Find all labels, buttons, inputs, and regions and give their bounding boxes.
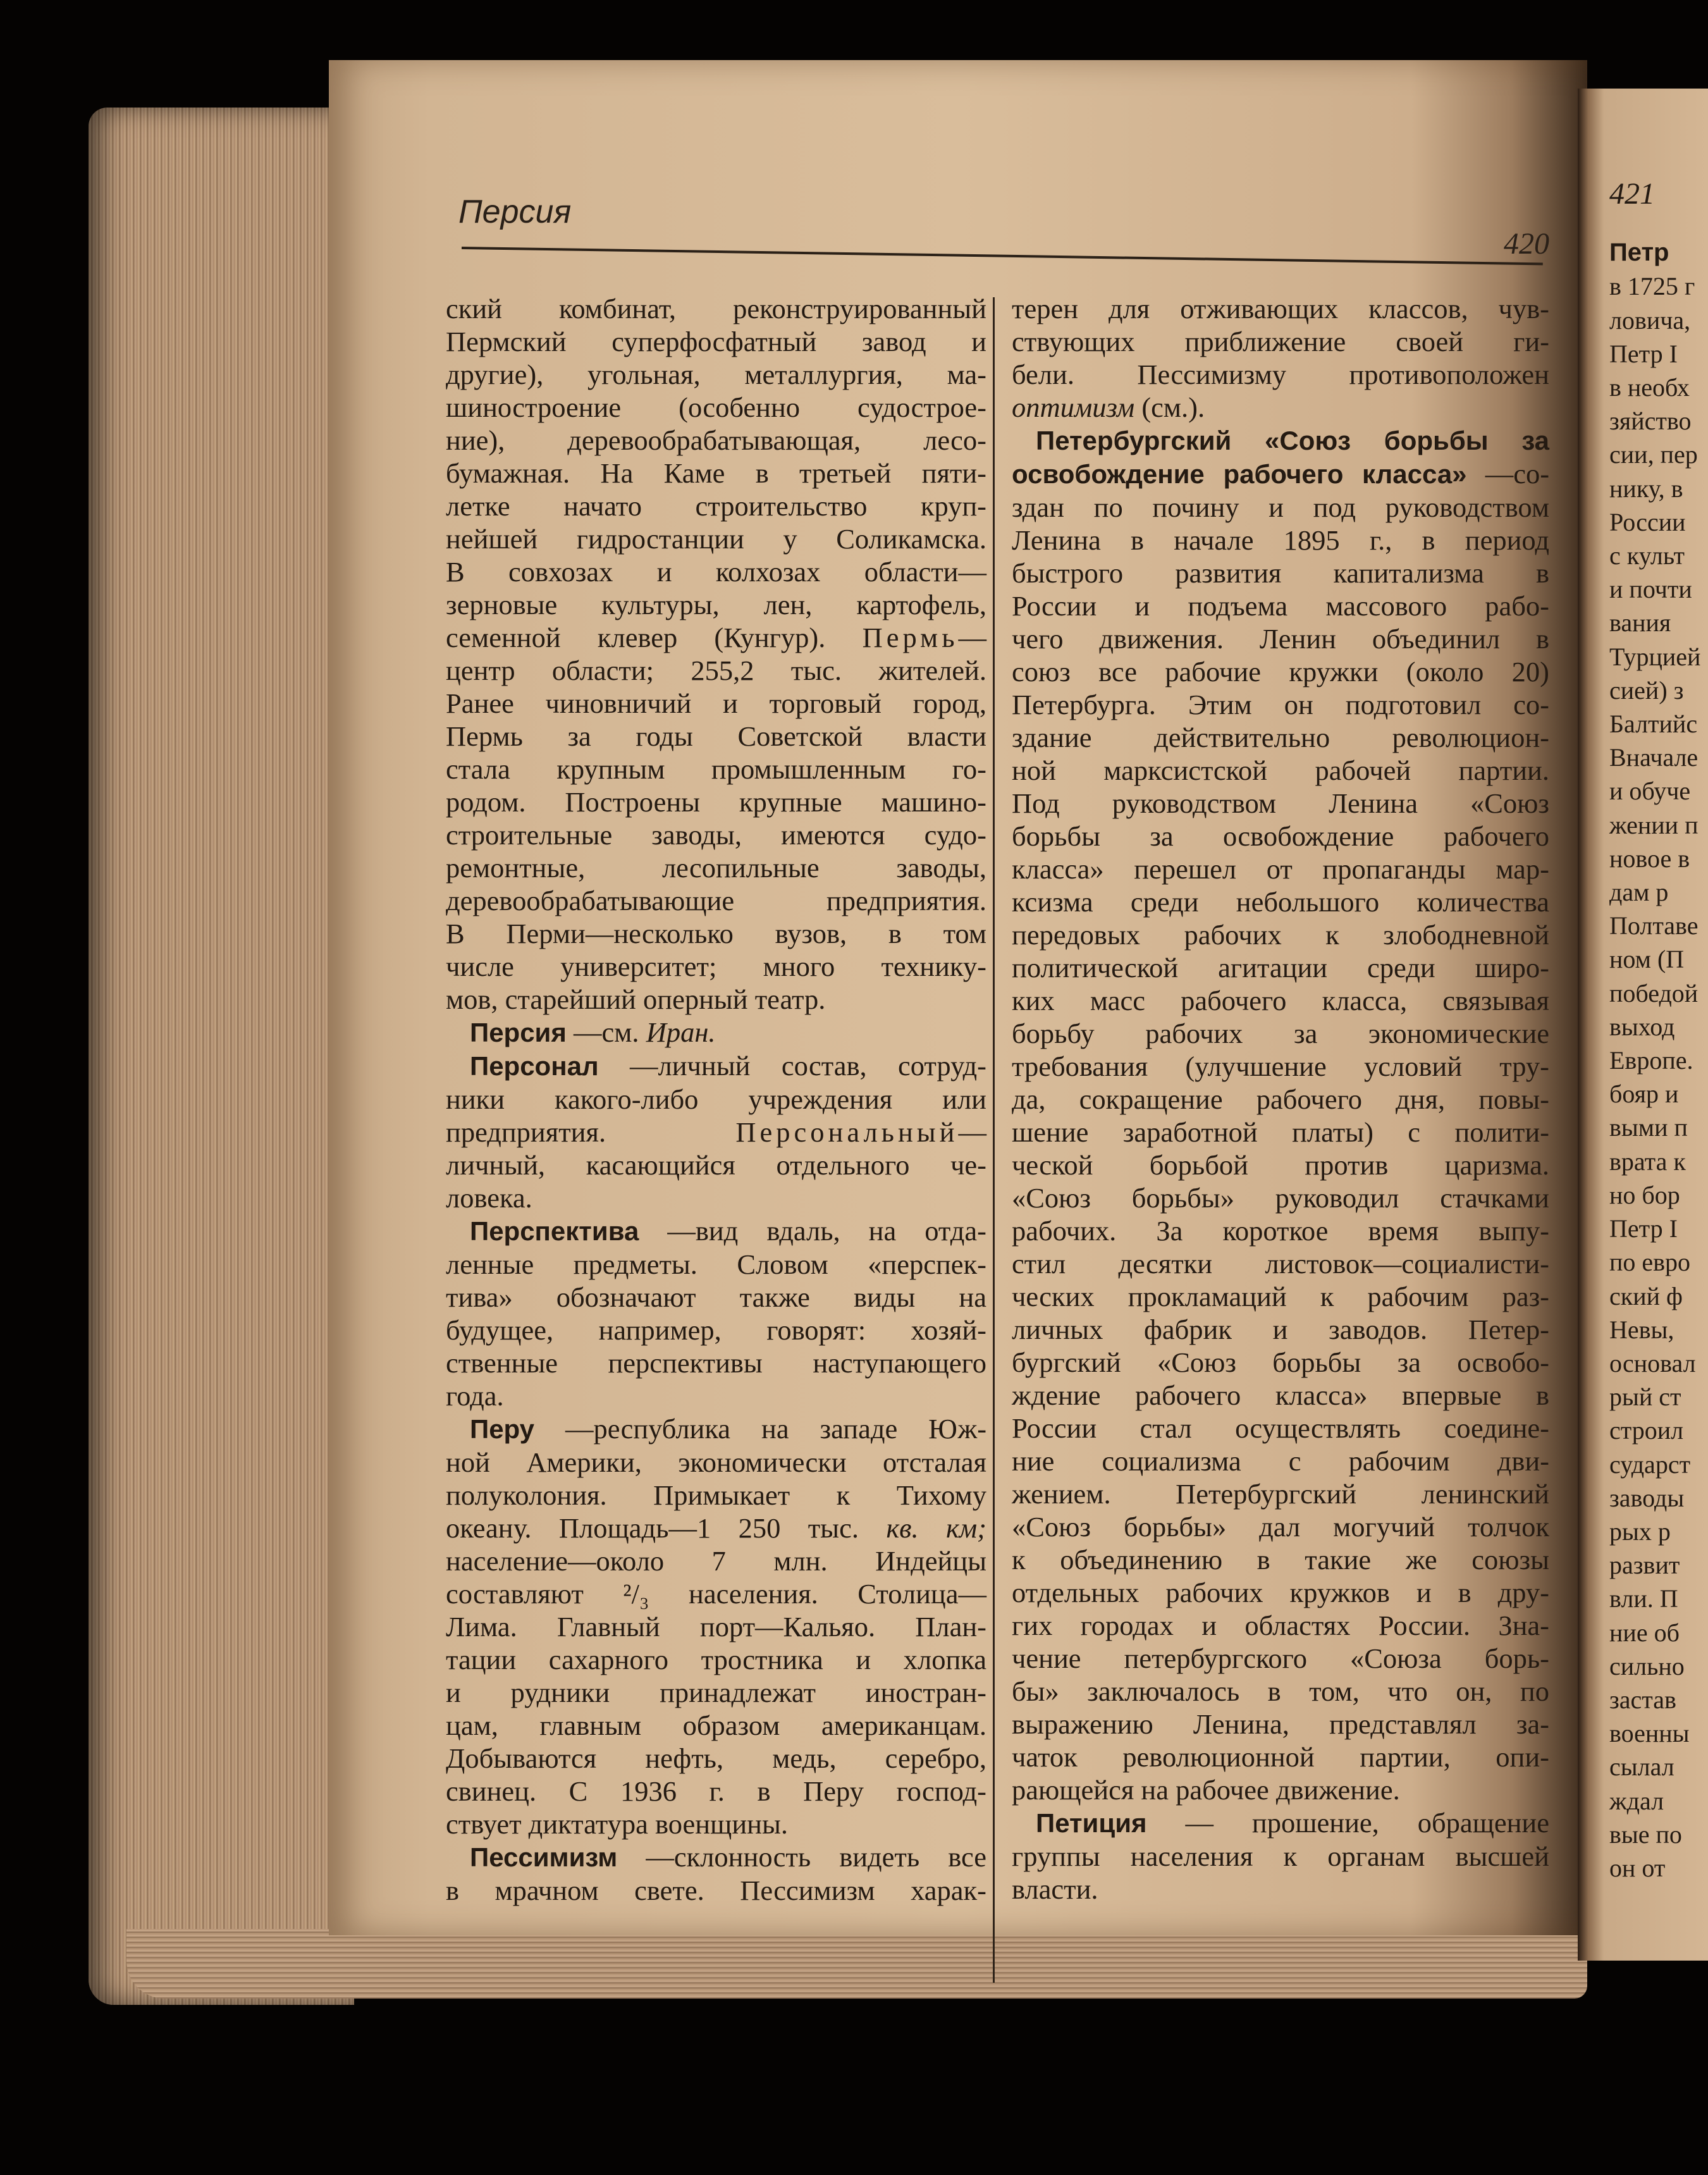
entry-headword: Персия [470, 1018, 567, 1047]
text-line: предприятия. Персональный— [446, 1116, 986, 1148]
text-line: зерновые культуры, лен, картофель, [446, 589, 986, 620]
text-line: борьбу рабочих за экономические [1012, 1018, 1549, 1049]
text-line: и обуче [1609, 777, 1691, 806]
text-line: зяйство [1609, 407, 1692, 436]
text-line: группы населения к органам высшей [1012, 1840, 1549, 1872]
text-line: «Союз борьбы» руководил стачками [1012, 1182, 1549, 1214]
text-line: Вначале [1609, 743, 1699, 772]
text-line: ной марксистской рабочей партии. [1012, 755, 1549, 786]
next-page-number: 421 [1609, 177, 1655, 211]
text-line: здание действительно революцион- [1012, 722, 1549, 753]
text-line: будущее, например, говорят: хозяй- [446, 1314, 986, 1346]
text-line: личных фабрик и заводов. Петер- [1012, 1314, 1549, 1345]
text-line: Петр I [1609, 1214, 1678, 1243]
text-line: Под руководством Ленина «Союз [1012, 787, 1549, 819]
text-line: жении п [1609, 810, 1699, 839]
text-line: борьбы за освобождение рабочего [1012, 820, 1549, 852]
text-line: но бор [1609, 1180, 1680, 1209]
text-line: ский ф [1609, 1281, 1683, 1310]
text-line: ники какого-либо учреждения или [446, 1083, 986, 1115]
book-page-edges-bottom [126, 1929, 1587, 1999]
text-line: тации сахарного тростника и хлопка [446, 1644, 986, 1675]
text-line: летке начато строительство круп- [446, 490, 986, 522]
text-line: оптимизм (см.). [1012, 391, 1205, 423]
text-line: сией) з [1609, 675, 1684, 705]
text-line: новое в [1609, 844, 1690, 873]
entry-headword: Пессимизм [470, 1842, 618, 1872]
text-line: гих городах и областях России. Зна- [1012, 1610, 1549, 1641]
left-text-column [446, 292, 986, 1907]
text-line: сильно [1609, 1651, 1685, 1680]
entry-headword: освобождение рабочего класса» [1012, 459, 1467, 489]
text-line: ловека. [446, 1182, 532, 1214]
text-line: здан по почину и под руководством [1012, 491, 1549, 523]
text-line: ческих прокламаций к рабочим раз- [1012, 1281, 1549, 1312]
text-line: сылал [1609, 1753, 1674, 1782]
text-line: России и подъема массового рабо- [1012, 590, 1549, 622]
text-line: власти. [1012, 1873, 1098, 1905]
entry-headword: Перу [470, 1414, 535, 1444]
text-line: терен для отживающих классов, чув- [1012, 293, 1549, 324]
text-line: ловича, [1609, 305, 1691, 335]
text-line: Ленина в начале 1895 г., в период [1012, 524, 1549, 556]
text-line: В совхозах и колхозах области— [446, 556, 986, 588]
text-line: да, сокращение рабочего дня, повы- [1012, 1083, 1549, 1115]
text-line: Турцией [1609, 642, 1701, 671]
text-line: России стал осуществлять соедине- [1012, 1412, 1549, 1444]
text-line: жением. Петербургский ленинский [1012, 1478, 1549, 1510]
text-line: строительные заводы, имеются судо- [446, 819, 986, 851]
text-line: стил десятки листовок—социалисти- [1012, 1248, 1549, 1279]
text-line: строил [1609, 1416, 1684, 1445]
text-line: другие), угольная, металлургия, ма- [446, 359, 986, 390]
text-line: вые по [1609, 1820, 1682, 1849]
text-line: Петиция — прошение, обращение [1036, 1807, 1549, 1839]
text-line: «Союз борьбы» дал могучий толчок [1012, 1511, 1549, 1543]
text-line: союз все рабочие кружки (около 20) [1012, 656, 1549, 687]
text-line: класса» перешел от пропаганды мар- [1012, 853, 1549, 885]
text-line: родом. Построены крупные машино- [446, 786, 986, 818]
text-line: вания [1609, 608, 1671, 638]
text-line: шение заработной платы) с полити- [1012, 1116, 1549, 1148]
text-line: нику, в [1609, 474, 1683, 503]
text-line: бели. Пессимизму противоположен [1012, 359, 1549, 390]
text-line: Перу —республика на западе Юж- [470, 1413, 987, 1445]
text-line: население—около 7 млн. Индейцы [446, 1545, 986, 1577]
text-line: составляют ²/₃ населения. Столица— [446, 1578, 986, 1610]
text-line: Добываются нефть, медь, серебро, [446, 1742, 986, 1774]
text-line: ном (П [1609, 945, 1685, 974]
text-line: ленные предметы. Словом «перспек- [446, 1248, 986, 1280]
text-line [1012, 424, 1549, 457]
text-line: Персонал —личный состав, сотруд- [470, 1050, 986, 1081]
text-line: сии, пер [1609, 440, 1698, 469]
page-number: 420 [1504, 227, 1549, 261]
text-line: выми п [1609, 1113, 1688, 1142]
text-line: бы» заключалось в том, что он, по [1012, 1675, 1549, 1707]
text-line: ние), деревообрабатывающая, лесо- [446, 424, 986, 456]
text-line: бумажная. На Каме в третьей пяти- [446, 457, 986, 489]
text-line: числе университет; много технику- [446, 951, 986, 982]
text-line: рабочих. За короткое время выпу- [1012, 1215, 1549, 1247]
entry-headword: Перспектива [470, 1216, 639, 1246]
text-line: вли. П [1609, 1584, 1678, 1613]
text-line: Петербурга. Этим он подготовил со- [1012, 689, 1549, 720]
text-line: ческой борьбой против царизма. [1012, 1149, 1549, 1181]
text-line: центр области; 255,2 тыс. жителей. [446, 655, 986, 686]
text-line: ние об [1609, 1618, 1680, 1647]
text-line: ксизма среди небольшого количества [1012, 886, 1549, 918]
text-line: полуколония. Примыкает к Тихому [446, 1479, 986, 1511]
text-line: личный, касающийся отдельного че- [446, 1149, 986, 1181]
running-head: Персия [458, 194, 572, 230]
text-line: ствующих приближение своей ги- [1012, 326, 1549, 357]
text-line: Пессимизм —склонность видеть все [470, 1841, 986, 1873]
text-line: отдельных рабочих кружков и в дру- [1012, 1577, 1549, 1608]
text-line: ствует диктатура военщины. [446, 1808, 788, 1840]
text-line: и почти [1609, 575, 1692, 604]
text-line: ремонтные, лесопильные заводы, [446, 852, 986, 884]
text-line: военны [1609, 1719, 1690, 1748]
text-line: года. [446, 1380, 504, 1412]
text-line: застав [1609, 1685, 1676, 1714]
text-line: Перспектива —вид вдаль, на отда- [470, 1215, 986, 1247]
entry-headword: Петербургский «Союз борьбы за [1036, 426, 1549, 455]
text-line: в мрачном свете. Пессимизм харак- [446, 1875, 986, 1906]
middle-text-column [1012, 292, 1549, 1906]
text-line: ной Америки, экономически отсталая [446, 1446, 986, 1478]
text-line: передовых рабочих к злободневной [1012, 919, 1549, 951]
text-line: стала крупным промышленным го- [446, 753, 986, 785]
text-line: требования (улучшение условий тру- [1012, 1051, 1549, 1082]
text-line: свинец. С 1936 г. в Перу господ- [446, 1775, 986, 1807]
text-line: политической агитации среди широ- [1012, 952, 1549, 983]
text-line: ких масс рабочего класса, связывая [1012, 985, 1549, 1016]
text-line: ждал [1609, 1786, 1664, 1815]
text-line: цам, главным образом американцам. [446, 1710, 986, 1741]
text-line: бургский «Союз борьбы за освобо- [1012, 1346, 1549, 1378]
text-line: Ранее чиновничий и торговый город, [446, 687, 986, 719]
text-line: шиностроение (особенно судострое- [446, 391, 986, 423]
text-line: тива» обозначают также виды на [446, 1281, 986, 1313]
text-line: освобождение рабочего класса» —со- [1012, 458, 1550, 490]
text-line: заводы [1609, 1483, 1685, 1512]
text-line: ждение рабочего класса» впервые в [1012, 1379, 1549, 1411]
text-line: Персия —см. Иран. [470, 1016, 716, 1048]
text-line: рающейся на рабочее движение. [1012, 1774, 1400, 1806]
text-line: Невы, [1609, 1315, 1674, 1344]
text-line: деревообрабатывающие предприятия. [446, 885, 986, 916]
right-page-partial-column [1609, 177, 1708, 1885]
text-line: быстрого развития капитализма в [1012, 557, 1549, 589]
text-line: развит [1609, 1551, 1680, 1580]
column-divider [993, 297, 995, 1983]
text-line: чего движения. Ленин объединил в [1012, 623, 1549, 655]
text-line: Лима. Главный порт—Кальяо. План- [446, 1611, 986, 1642]
text-line: врата к [1609, 1147, 1686, 1176]
text-line: чаток революционной партии, опи- [1012, 1741, 1549, 1773]
text-line: рый ст [1609, 1383, 1681, 1412]
text-line: Европе. [1609, 1046, 1693, 1075]
text-line: выражению Ленина, представлял за- [1012, 1708, 1549, 1740]
entry-headword: Петр [1609, 238, 1669, 267]
text-line: к объединению в такие же союзы [1012, 1544, 1549, 1575]
text-line: победой [1609, 978, 1699, 1007]
text-line: Балтийс [1609, 710, 1698, 739]
entry-headword: Петиция [1036, 1808, 1147, 1838]
text-line: Петр I [1609, 339, 1678, 368]
text-line: ственные перспективы наступающего [446, 1347, 986, 1379]
entry-headword: Персонал [470, 1051, 599, 1081]
text-line: В Перми—несколько вузов, в том [446, 918, 986, 949]
text-line: бояр и [1609, 1080, 1679, 1109]
text-line: ние социализма с рабочим дви- [1012, 1445, 1549, 1477]
text-line: рых р [1609, 1517, 1671, 1546]
text-line: нейшей гидростанции у Соликамска. [446, 523, 986, 555]
text-line: с культ [1609, 541, 1685, 570]
text-line: ский комбинат, реконструированный [446, 293, 986, 324]
text-line: Пермь за годы Советской власти [446, 720, 986, 752]
text-line: чение петербургского «Союза борь- [1012, 1642, 1549, 1674]
text-line: Пермский суперфосфатный завод и [446, 326, 986, 357]
text-line: он от [1609, 1853, 1666, 1882]
text-line: дам р [1609, 878, 1669, 907]
text-line: семенной клевер (Кунгур). Пермь— [446, 622, 986, 653]
text-line: основал [1609, 1348, 1696, 1377]
book-page-edges [89, 108, 354, 2005]
text-line: по евро [1609, 1248, 1691, 1277]
text-line: океану. Площадь—1 250 тыс. кв. км; [446, 1512, 986, 1544]
text-line: мов, старейший оперный театр. [446, 983, 826, 1015]
text-line: и рудники принадлежат иностран- [446, 1677, 986, 1708]
text-line: в 1725 г [1609, 272, 1695, 301]
text-line: России [1609, 507, 1686, 536]
text-line: сударст [1609, 1450, 1691, 1479]
text-line: выход [1609, 1012, 1675, 1041]
text-line: в необх [1609, 373, 1690, 402]
text-line: Полтаве [1609, 911, 1699, 940]
